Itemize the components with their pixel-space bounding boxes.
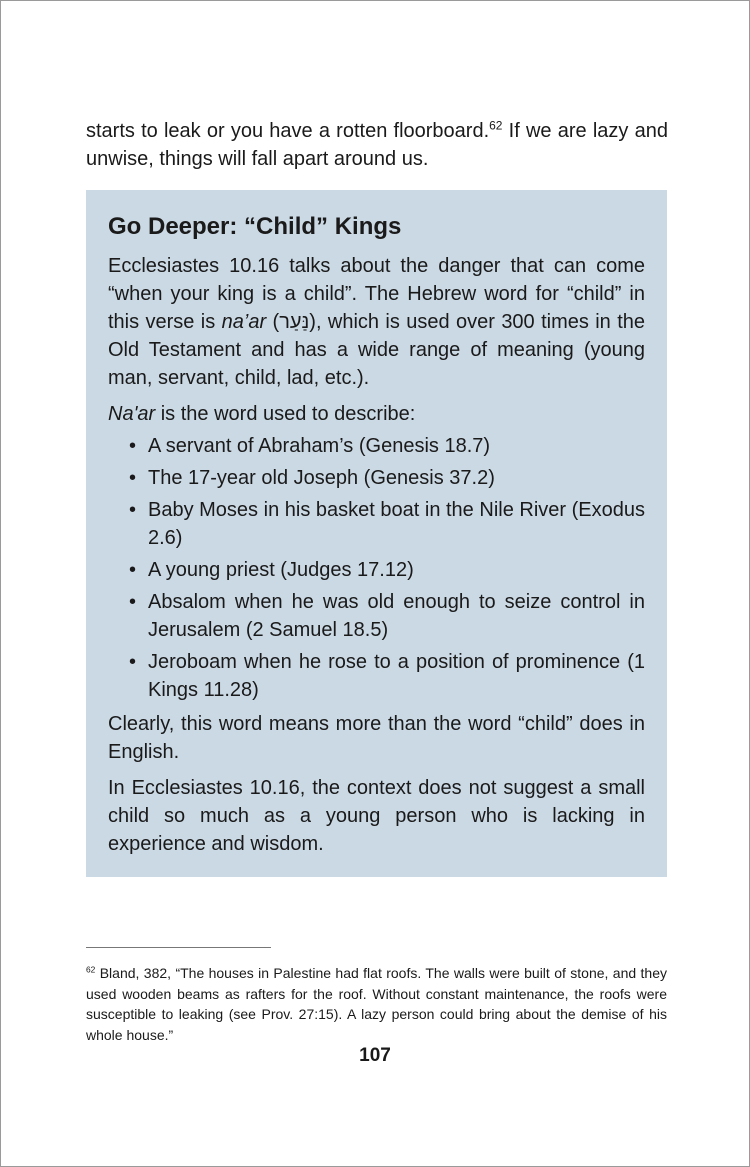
bullet-icon: • (129, 499, 137, 521)
footnote-reference[interactable]: 62 (489, 118, 503, 133)
intro-text-start: starts to leak or you have a rotten floorboard. (86, 120, 490, 142)
box-title: Go Deeper: “Child” Kings (108, 213, 402, 240)
box-paragraph-list-lead (108, 400, 645, 428)
term-naar: na’ar (221, 311, 267, 333)
list-item-text: Absalom when he was old enough to seize control in Jerusalem (2 Samuel 18.5) (148, 591, 645, 641)
box-paragraph-clarification: Clearly, this word means more than the word “child” does in English. (108, 713, 645, 763)
bullet-icon: • (129, 467, 137, 489)
intro-text-end: If we are lazy and unwise, things will fall apart around us. (86, 120, 668, 170)
list-item (129, 432, 645, 460)
footnote-number: 62 (86, 964, 96, 975)
intro-paragraph (86, 117, 668, 173)
list-item (129, 588, 645, 644)
footnote-separator (86, 947, 271, 948)
list-item-text: A young priest (Judges 17.12) (148, 559, 414, 581)
bullet-icon: • (129, 591, 137, 613)
list-item-text: The 17-year old Joseph (Genesis 37.2) (148, 467, 495, 489)
list-item-text: Baby Moses in his basket boat in the Nile River (Exodus 2.6) (148, 499, 645, 549)
list-item-text: A servant of Abraham’s (Genesis 18.7) (148, 435, 491, 457)
go-deeper-box (86, 190, 667, 877)
list-item (129, 464, 645, 492)
box-paragraph-conclusion: In Ecclesiastes 10.16, the context does not suggest a small child so much as a young person who is lacking in experience and wisdom. (108, 777, 645, 855)
definition-text-start: Ecclesiastes 10.16 talks about the danger that can come “when your king is a child”. The Hebrew word for “child” in this verse is (108, 255, 645, 333)
hebrew-word: (נַּעַר) (266, 311, 316, 333)
footnote (86, 963, 667, 1045)
list-lead-text: is the word used to describe: (155, 403, 416, 425)
list-item (129, 556, 645, 584)
bullet-icon: • (129, 435, 137, 457)
bullet-icon: • (129, 559, 137, 581)
term-naar-lead: Na'ar (108, 403, 156, 425)
definition-text-end: , which is used over 300 times in the Old Testament and has a wide range of meaning (young man, servant, child, lad, etc.). (108, 311, 645, 389)
list-item-text: Jeroboam when he rose to a position of prominence (1 Kings 11.28) (148, 651, 645, 701)
bullet-icon: • (129, 651, 137, 673)
box-paragraph-definition (108, 252, 645, 392)
list-item (129, 648, 645, 704)
list-item (129, 496, 645, 552)
usage-list (108, 432, 645, 704)
page-number: 107 (359, 1045, 391, 1066)
footnote-text: Bland, 382, “The houses in Palestine had flat roofs. The walls were built of stone, and they used wooden beams as rafters for the roof. Without constant maintenance, the roofs were susceptible to leaking (see Prov. 27:15). A lazy person could bring about the demise of his whole house.” (86, 965, 667, 1043)
